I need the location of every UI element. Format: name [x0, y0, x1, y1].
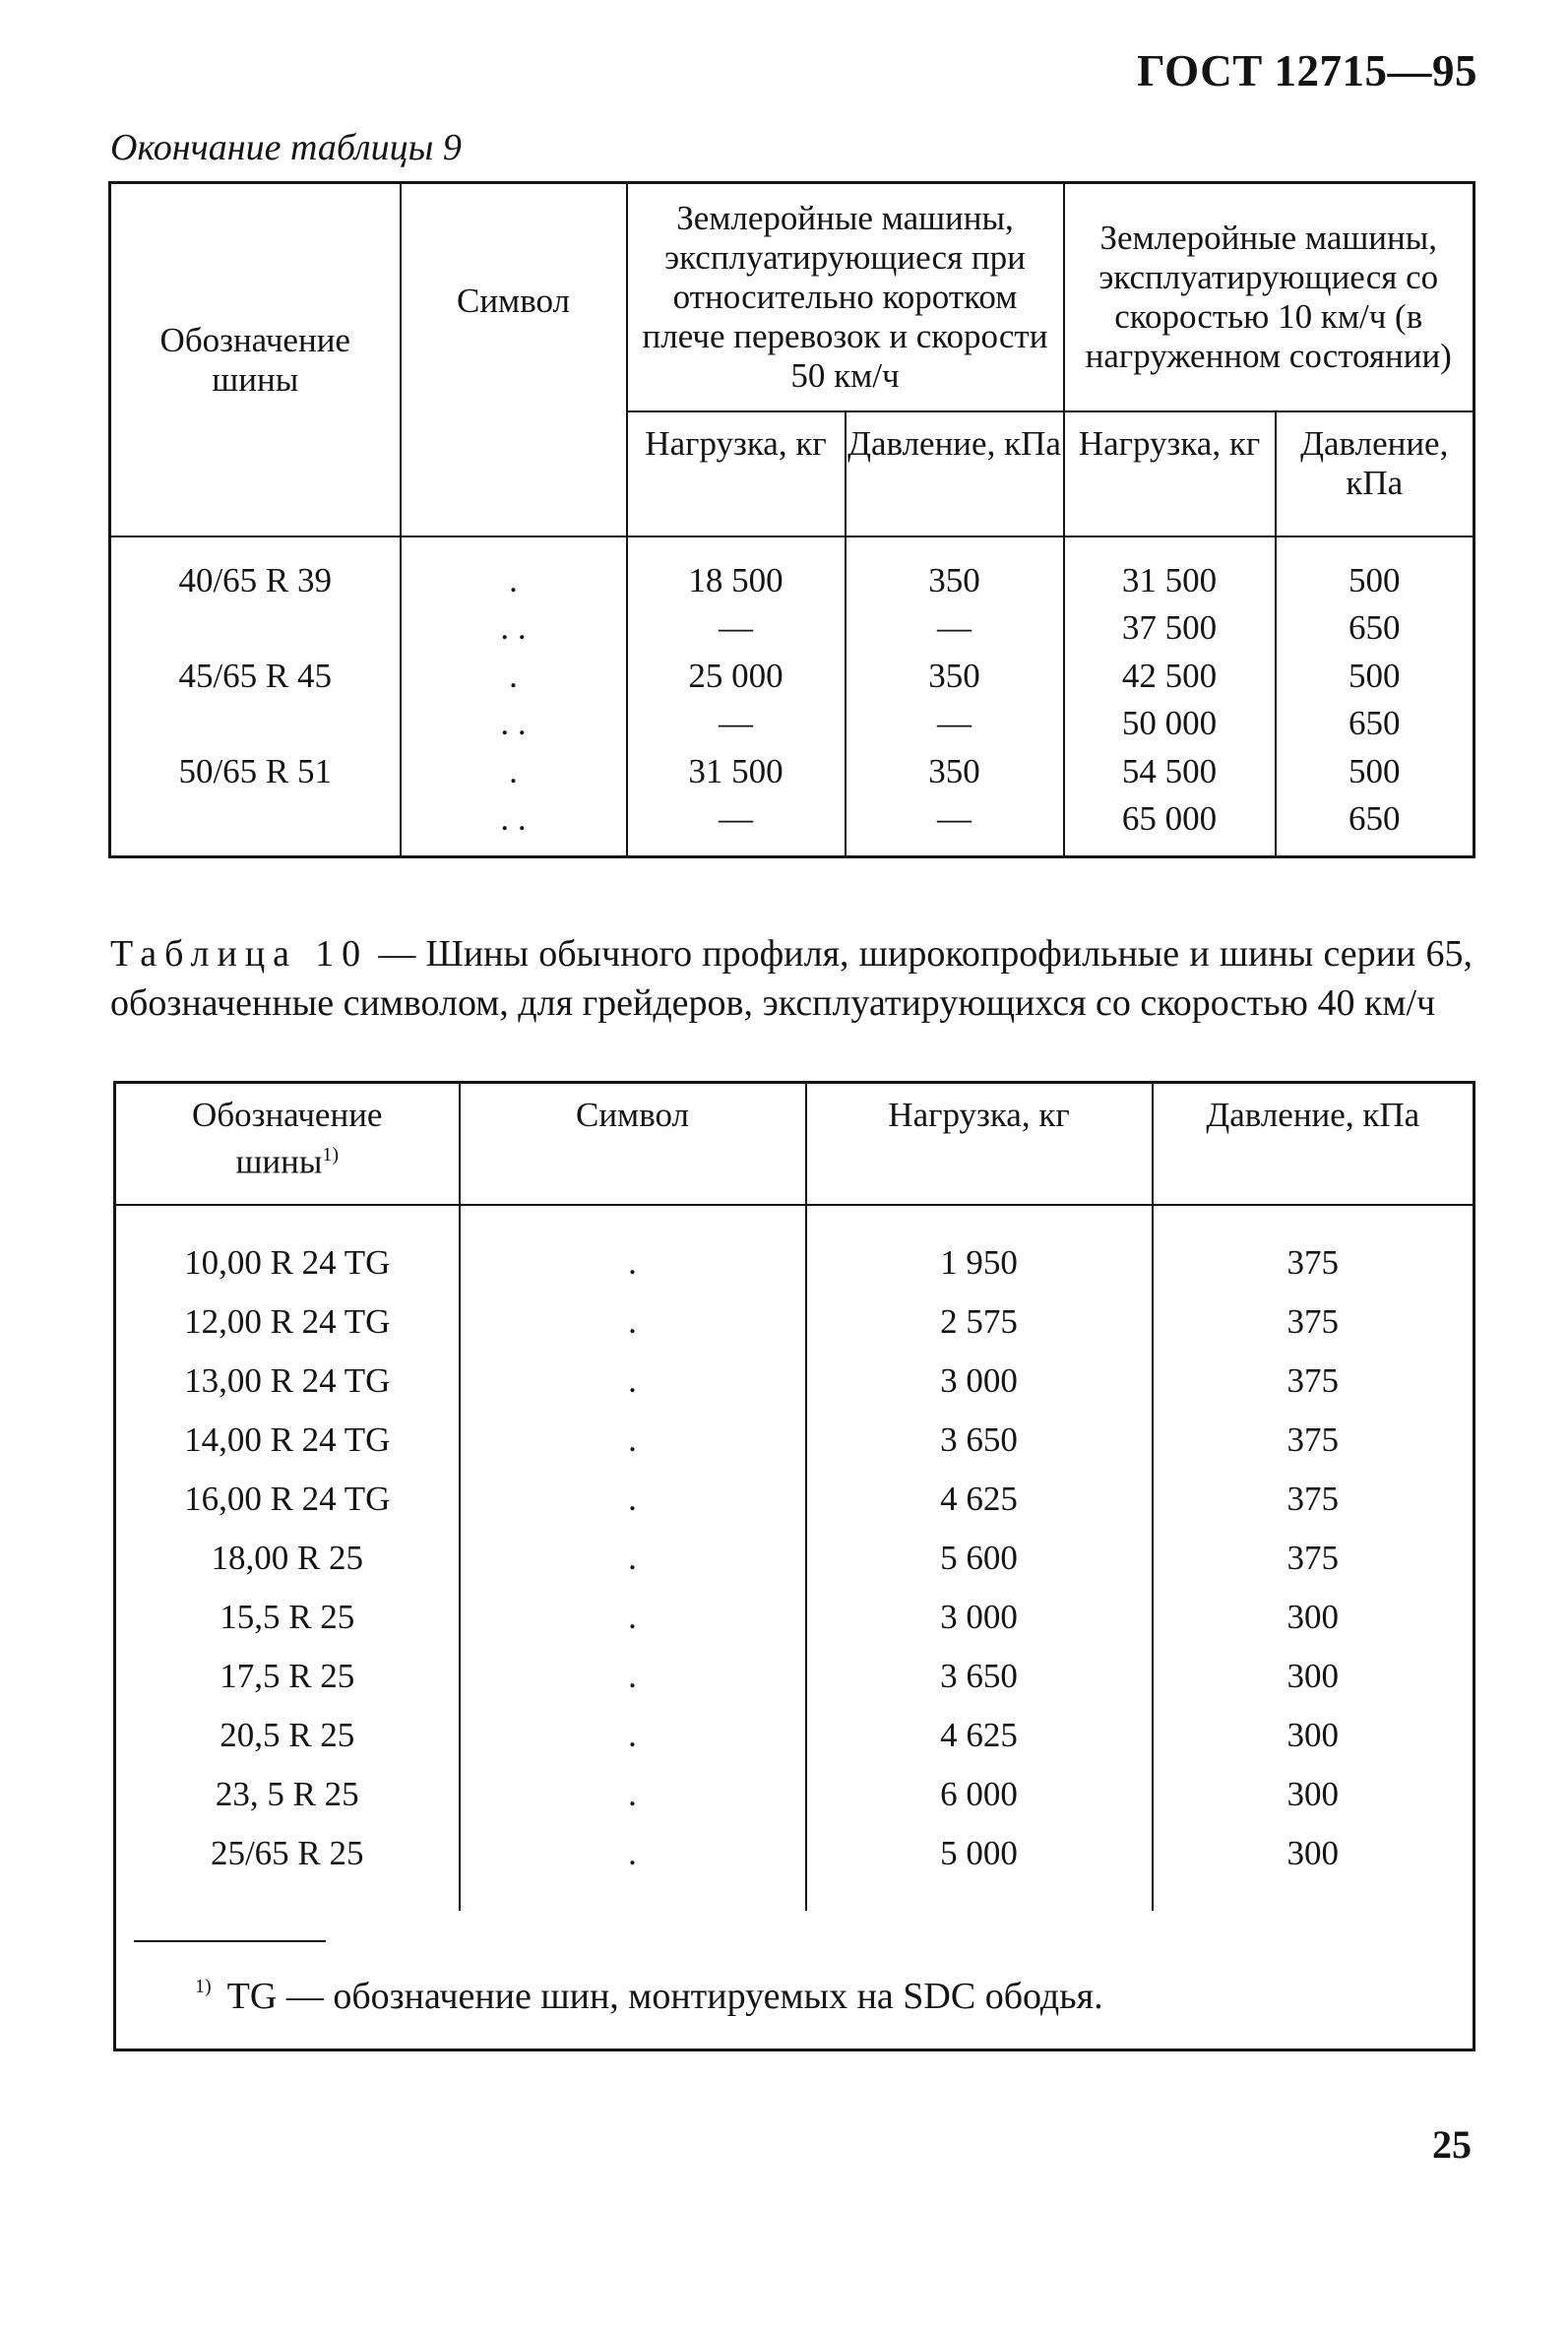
cell-load: — — [719, 704, 753, 742]
header-pressure-10: Давление, кПа — [1276, 411, 1474, 536]
cell-pressure: 375 — [1286, 1243, 1339, 1282]
header-tire-designation: Обозначение шины — [110, 183, 401, 537]
cell-load: 5 000 — [940, 1834, 1018, 1872]
cell-load: — — [719, 799, 753, 838]
cell-load: — — [719, 608, 753, 647]
cell-pressure: 500 — [1348, 752, 1401, 790]
footnote-mark: 1) — [322, 1144, 340, 1166]
table-9 — [108, 181, 1475, 858]
cell-pressure: 350 — [928, 752, 980, 790]
cell-designation: 25/65 R 25 — [210, 1834, 364, 1872]
cell-pressure: — — [937, 608, 972, 647]
cell-symbol: . — [628, 1539, 637, 1577]
cell-symbol: . — [628, 1361, 637, 1400]
cell-designation: 13,00 R 24 TG — [184, 1361, 391, 1400]
footnote-mark: 1) — [195, 1976, 212, 1997]
cell-load: 6 000 — [940, 1775, 1018, 1813]
footnote-text: TG — обозначение шин, монтируемых на SDC ободья. — [226, 1976, 1103, 2017]
cell-designation: 20,5 R 25 — [220, 1716, 355, 1754]
cell-designation: 45/65 R 45 — [178, 657, 333, 695]
cell-designation: 14,00 R 24 TG — [184, 1420, 391, 1459]
col-symbol — [460, 1205, 806, 1911]
cell-designation: 12,00 R 24 TG — [184, 1302, 391, 1341]
col-pressure — [1153, 1205, 1474, 1911]
page-number: 25 — [1432, 2122, 1472, 2167]
cell-symbol: . — [509, 561, 518, 599]
table-10 — [113, 1081, 1475, 2051]
cell-load: 54 500 — [1121, 752, 1218, 790]
cell-designation: 18,00 R 25 — [211, 1539, 364, 1577]
cell-pressure: — — [937, 704, 972, 742]
table-10-body — [115, 1205, 1474, 1911]
cell-load: 18 500 — [688, 561, 784, 599]
cell-pressure: 650 — [1348, 799, 1401, 838]
cell-load: 42 500 — [1121, 657, 1218, 695]
cell-load: 1 950 — [940, 1243, 1018, 1282]
cell-pressure: 375 — [1286, 1539, 1339, 1577]
header-load: Нагрузка, кг — [806, 1083, 1153, 1206]
cell-pressure: 300 — [1286, 1657, 1339, 1695]
cell-load: 65 000 — [1121, 799, 1218, 838]
cell-load: 3 650 — [940, 1657, 1018, 1695]
cell-load: 3 000 — [940, 1598, 1018, 1636]
col-tire-designation — [110, 536, 401, 857]
cell-symbol: . . — [500, 704, 527, 742]
col-load-50 — [627, 536, 846, 857]
cell-symbol: . — [509, 752, 518, 790]
col-tire-designation — [115, 1205, 460, 1911]
cell-pressure: — — [937, 799, 972, 838]
cell-load: 5 600 — [940, 1539, 1018, 1577]
standard-code: ГОСТ 12715—95 — [1137, 46, 1477, 95]
cell-designation: 50/65 R 51 — [178, 752, 333, 790]
header-pressure: Давление, кПа — [1153, 1083, 1474, 1206]
cell-load: 31 500 — [1121, 561, 1218, 599]
cell-load: 25 000 — [688, 657, 784, 695]
cell-symbol: . — [509, 657, 518, 695]
cell-symbol: . — [628, 1480, 637, 1518]
header-group-short-haul: Землеройные машины, эксплуатирующиеся при относительно коротком плече перевозок и скорости 50 км/ч — [627, 183, 1064, 412]
footnote-cell — [115, 1911, 1474, 2050]
cell-pressure: 375 — [1286, 1480, 1339, 1518]
cell-symbol: . — [628, 1302, 637, 1341]
cell-load: 37 500 — [1121, 608, 1218, 647]
col-pressure-50 — [846, 536, 1064, 857]
header-pressure-50: Давление, кПа — [846, 411, 1064, 536]
cell-symbol: . — [628, 1243, 637, 1282]
cell-pressure: 350 — [928, 561, 980, 599]
cell-pressure: 650 — [1348, 704, 1401, 742]
cell-load: 4 625 — [940, 1480, 1018, 1518]
cell-symbol: . — [628, 1716, 637, 1754]
cell-load: 2 575 — [940, 1302, 1018, 1341]
table-10-footnote-row — [115, 1911, 1474, 2050]
cell-designation: 16,00 R 24 TG — [184, 1480, 391, 1518]
cell-designation: 15,5 R 25 — [220, 1598, 355, 1636]
table-10-title-text: — Шины обычного профиля, широкопрофильные и шины серии 65, обозначенные символом, для грейдеров, эксплуатирующихся со скоростью 40 км/ч — [110, 933, 1473, 1024]
cell-load: 4 625 — [940, 1716, 1018, 1754]
cell-pressure: 300 — [1286, 1834, 1339, 1872]
cell-pressure: 650 — [1348, 608, 1401, 647]
cell-designation: 10,00 R 24 TG — [184, 1243, 391, 1282]
cell-load: 31 500 — [688, 752, 784, 790]
header-tire-designation-text: Обозначение шины — [192, 1096, 383, 1181]
cell-pressure: 375 — [1286, 1420, 1339, 1459]
table-10-title-prefix: Таблица 10 — [110, 933, 369, 975]
header-load-50: Нагрузка, кг — [627, 411, 846, 536]
table-10-title — [110, 929, 1473, 1028]
header-tire-designation — [115, 1083, 460, 1206]
cell-designation: 23, 5 R 25 — [215, 1775, 359, 1813]
cell-pressure: 350 — [928, 657, 980, 695]
cell-load: 3 000 — [940, 1361, 1018, 1400]
cell-load: 3 650 — [940, 1420, 1018, 1459]
cell-symbol: . — [628, 1598, 637, 1636]
col-pressure-10 — [1276, 536, 1474, 857]
col-symbol — [401, 536, 627, 857]
cell-symbol: . . — [500, 799, 527, 838]
cell-symbol: . . — [500, 608, 527, 647]
footnote — [195, 1975, 1103, 2018]
cell-designation: 40/65 R 39 — [178, 561, 333, 599]
header-symbol: Символ — [460, 1083, 806, 1206]
header-load-10: Нагрузка, кг — [1064, 411, 1276, 536]
cell-pressure: 500 — [1348, 657, 1401, 695]
col-load — [806, 1205, 1153, 1911]
cell-pressure: 300 — [1286, 1598, 1339, 1636]
cell-symbol: . — [628, 1834, 637, 1872]
cell-load: 50 000 — [1121, 704, 1218, 742]
cell-pressure: 300 — [1286, 1775, 1339, 1813]
cell-symbol: . — [628, 1775, 637, 1813]
header-symbol: Символ — [401, 183, 627, 537]
cell-symbol: . — [628, 1420, 637, 1459]
cell-designation: 17,5 R 25 — [220, 1657, 355, 1695]
cell-pressure: 500 — [1348, 561, 1401, 599]
cell-pressure: 300 — [1286, 1716, 1339, 1754]
table-9-body — [110, 536, 1474, 857]
header-group-10kmh: Землеройные машины, эксплуатирующиеся со скоростью 10 км/ч (в нагруженном состоянии) — [1064, 183, 1474, 412]
col-load-10 — [1064, 536, 1276, 857]
table-continuation-label: Окончание таблицы 9 — [110, 127, 462, 168]
cell-pressure: 375 — [1286, 1361, 1339, 1400]
cell-pressure: 375 — [1286, 1302, 1339, 1341]
footnote-rule — [134, 1940, 326, 1942]
cell-symbol: . — [628, 1657, 637, 1695]
